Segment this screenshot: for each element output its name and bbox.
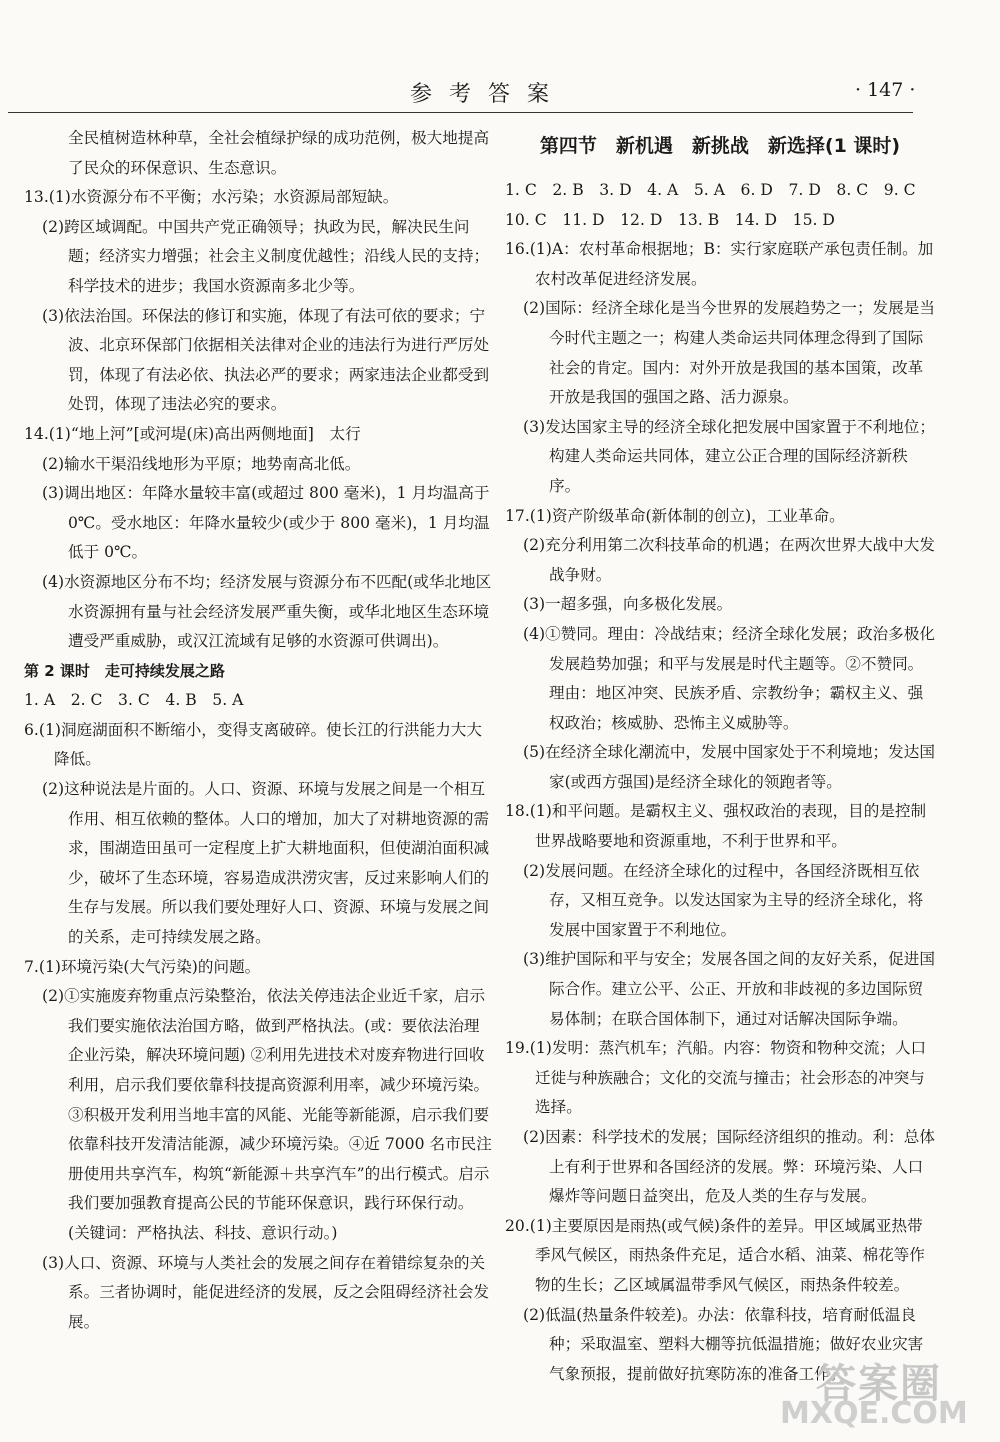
answer-paragraph: 6.(1)洞庭湖面积不断缩小，变得支离破碎。使长江的行洪能力大大降低。 xyxy=(24,720,482,769)
page-header xyxy=(0,0,1000,112)
page-number: · 147 · xyxy=(855,79,916,101)
watermark-logo: 答案圈 xyxy=(816,1361,942,1407)
answer-paragraph: 18.(1)和平问题。是霸权主义、强权政治的表现，目的是控制世界战略要地和资源重地，不利于世界和平。 xyxy=(505,802,927,851)
header-rule xyxy=(8,112,913,113)
answer-paragraph: (2)跨区域调配。中国共产党正确领导；执政为民，解决民生问题；经济实力增强；社会主义制度优越性；沿线人民的支持；科学技术的进步；我国水资源南多北少等。 xyxy=(42,217,490,295)
answer-paragraph: (3)维护国际和平与安全；发展各国之间的友好关系，促进国际合作。建立公平、公正、开放和非歧视的多边国际贸易体制；在联合国体制下，通过对话解决国际争端。 xyxy=(523,950,935,1028)
answer-paragraph: (5)在经济全球化潮流中，发展中国家处于不利境地；发达国家(或西方强国)是经济全球化的领跑者等。 xyxy=(523,743,935,791)
answer-paragraph: (2)充分利用第二次科技革命的机遇；在两次世界大战中大发战争财。 xyxy=(523,536,935,584)
answer-paragraph: 14.(1)“地上河”[或河堤(床)高出两侧地面] 太行 xyxy=(24,424,361,443)
answer-paragraph: (3)依法治国。环保法的修订和实施，体现了有法可依的要求；宁波、北京环保部门依据相关法律对企业的违法行为进行严厉处罚，体现了有法必依、执法必严的要求；两家违法企业都受到处罚，体现了违法必究的要求。 xyxy=(42,306,490,414)
answer-paragraph: 全民植树造林种草，全社会植绿护绿的成功范例，极大地提高了民众的环保意识、生态意识。 xyxy=(68,129,490,177)
answer-paragraph: (2)低温(热量条件较差)。办法：依靠科技，培育耐低温良种；采取温室、塑料大棚等抗低温措施；做好农业灾害气象预报，提前做好抗寒防冻的准备工作。 xyxy=(523,1305,924,1383)
answer-paragraph: (4)①赞同。理由：冷战结束；经济全球化发展；政治多极化发展趋势加强；和平与发展是时代主题等。②不赞同。理由：地区冲突、民族矛盾、宗教纷争；霸权主义、强权政治；核威胁、恐怖主义威胁等。 xyxy=(523,624,935,732)
answer-paragraph: (3)发达国家主导的经济全球化把发展中国家置于不利地位；构建人类命运共同体，建立公正合理的国际经济新秩序。 xyxy=(523,417,935,495)
answer-paragraph: 16.(1)A：农村革命根据地；B：实行家庭联产承包责任制。加农村改革促进经济发展。 xyxy=(505,240,934,288)
left-column xyxy=(24,124,492,1337)
answer-paragraph: (2)输水干渠沿线地形为平原；地势南高北低。 xyxy=(42,454,361,473)
answer-paragraph: (2)发展问题。在经济全球化的过程中，各国经济既相互依存，又相互竞争。以发达国家为主导的经济全球化，将发展中国家置于不利地位。 xyxy=(523,861,924,939)
answer-paragraph: (2)这种说法是片面的。人口、资源、环境与发展之间是一个相互作用、相互依赖的整体。人口的增加，加大了对耕地资源的需求，围湖造田虽可一定程度上扩大耕地面积，但使湖泊面积减少，破坏了生态环境，容易造成洪涝灾害，反过来影响人们的生存与发展。所以我们要处理好人口、资源、环境与发展之间的关系，走可持续发展之路。 xyxy=(42,780,490,947)
answer-paragraph: 17.(1)资产阶级革命(新体制的创立)，工业革命。 xyxy=(505,506,845,525)
answer-paragraph: 20.(1)主要原因是雨热(或气候)条件的差异。甲区域属亚热带季风气候区，雨热条件充足，适合水稻、油菜、棉花等作物的生长；乙区域属温带季风气候区，雨热条件较差。 xyxy=(505,1216,925,1294)
watermark-url: MXQE.COM xyxy=(780,1396,968,1431)
answer-paragraph: 19.(1)发明：蒸汽机车；汽船。内容：物资和物种交流；人口迁徙与种族融合；文化的交流与撞击；社会形态的冲突与选择。 xyxy=(505,1039,927,1117)
answer-paragraph: 1. A 2. C 3. C 4. B 5. A xyxy=(24,691,244,710)
watermark xyxy=(780,1352,985,1432)
answer-paragraph: (3)一超多强，向多极化发展。 xyxy=(523,595,733,614)
answer-paragraph: (3)人口、资源、环境与人类社会的发展之间存在着错综复杂的关系。三者协调时，能促进经济的发展，反之会阻碍经济社会发展。 xyxy=(42,1253,490,1331)
answer-paragraph: 10. C 11. D 12. D 13. B 14. D 15. D xyxy=(505,210,835,229)
right-column xyxy=(505,124,935,1389)
answer-paragraph: (2)因素：科学技术的发展；国际经济组织的推动。利：总体上有利于世界和各国经济的发展。弊：环境污染、人口爆炸等问题日益突出，危及人类的生存与发展。 xyxy=(523,1128,935,1206)
answer-paragraph: 1. C 2. B 3. D 4. A 5. A 6. D 7. D 8. C 9. C xyxy=(505,181,916,199)
answer-paragraph: (2)①实施废弃物重点污染整治，依法关停违法企业近千家，启示我们要实施依法治国方略，做到严格执法。(或：要依法治理企业污染，解决环境问题) ②利用先进技术对废弃物进行回收利用，启示我们要依靠科技提高资源利用率，减少环境污染。③积极开发利用当地丰富的风能、光能等新能源，启示我们要依靠科技开发清洁能源，减少环境污染。④近 7000 名市民注册使用共享汽车，构筑“新能源＋共享汽车”的出行模式。启示我们要加强教育提高公民的节能环保意识，践行环保行动。(关键词：严格执法、科技、意识行动。) xyxy=(42,987,492,1242)
answer-paragraph: (3)调出地区：年降水量较丰富(或超过 800 毫米)，1 月均温高于 0℃。受水地区：年降水量较少(或少于 800 毫米)，1 月均温低于 0℃。 xyxy=(42,484,490,562)
header-title: 参考答案 xyxy=(410,82,567,107)
answer-paragraph: (4)水资源地区分布不均；经济发展与资源分布不匹配(或华北地区水资源拥有量与社会经济发展严重失衡，或华北地区生态环境遭受严重威胁，或汉江流域有足够的水资源可供调出)。 xyxy=(42,572,492,651)
section-title: 第四节 新机遇 新挑战 新选择(1 课时) xyxy=(539,135,901,157)
answer-paragraph: 7.(1)环境污染(大气污染)的问题。 xyxy=(24,957,261,976)
subsection-title: 第 2 课时 走可持续发展之路 xyxy=(24,661,225,680)
answer-paragraph: 13.(1)水资源分布不平衡；水污染；水资源局部短缺。 xyxy=(24,188,399,207)
answer-paragraph: (2)国际：经济全球化是当今世界的发展趋势之一；发展是当今时代主题之一；构建人类命运共同体理念得到了国际社会的肯定。国内：对外开放是我国的基本国策，改革开放是我国的强国之路、活力源泉。 xyxy=(523,299,935,407)
